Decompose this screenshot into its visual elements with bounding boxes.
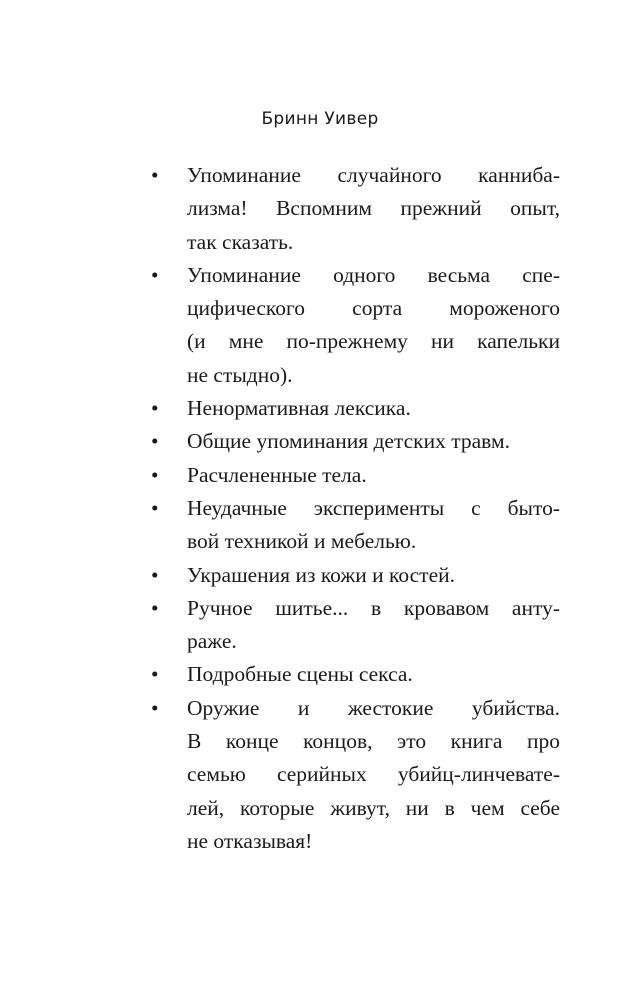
text-line: Упоминание случайного каннибa- <box>187 163 560 187</box>
text-line: Расчлененные тела. <box>187 462 367 487</box>
text-line: Оружие и жестокие убийства. <box>187 695 560 720</box>
text-line: Украшения из кожи и костей. <box>187 562 456 587</box>
list-item <box>150 658 560 691</box>
list-item <box>150 159 560 259</box>
list-item-text <box>187 392 560 425</box>
bullet-icon: • <box>151 662 159 687</box>
bullet-icon: • <box>151 462 159 487</box>
list-item-text <box>187 492 560 559</box>
list-item-text <box>187 459 560 492</box>
bullet-icon: • <box>151 695 159 720</box>
text-line: раже. <box>187 629 237 654</box>
text-line: семью серийных убийц-линчевате- <box>187 762 560 787</box>
text-line: Подробные сцены секса. <box>187 662 413 687</box>
text-line: вой техникой и мебелью. <box>187 529 417 554</box>
list-item <box>150 592 560 659</box>
list-item <box>150 259 560 392</box>
text-line: Неудачные эксперименты с быто- <box>187 495 560 520</box>
list-item <box>150 559 560 592</box>
text-line: (и мне по-прежнему ни капельки <box>187 329 560 354</box>
text-line: Ручное шитье... в кровавом анту- <box>187 595 560 620</box>
text-line: цифического сорта мороженого <box>187 296 560 321</box>
bullet-icon: • <box>151 595 159 620</box>
text-line: лей, которые живут, ни в чем себе <box>187 795 560 820</box>
list-item <box>150 492 560 559</box>
list-item-text <box>187 259 560 392</box>
list-item <box>150 392 560 425</box>
text-line: лизма! Вспомним прежний опыт, <box>187 196 560 221</box>
text-line: Ненормативная лексика. <box>187 396 411 421</box>
bullet-icon: • <box>151 163 159 187</box>
list-item-text <box>187 592 560 659</box>
bullet-icon: • <box>151 495 159 520</box>
running-header-author: Бринн Уивер <box>261 109 379 129</box>
bullet-icon: • <box>151 396 159 421</box>
text-line: не стыдно). <box>187 362 293 387</box>
text-line: так сказать. <box>187 229 294 254</box>
list-item-text <box>187 658 560 691</box>
list-item-text <box>187 692 560 858</box>
bullet-icon: • <box>151 262 159 287</box>
list-item-text <box>187 159 560 259</box>
bullet-icon: • <box>151 429 159 454</box>
list-item <box>150 425 560 458</box>
content-warning-list <box>150 159 560 858</box>
text-line: В конце концов, это книга про <box>187 729 560 754</box>
list-item <box>150 692 560 858</box>
text-line: не отказывая! <box>187 828 313 853</box>
text-line: Общие упоминания детских травм. <box>187 429 510 454</box>
list-item <box>150 459 560 492</box>
bullet-icon: • <box>151 562 159 587</box>
list-item-text <box>187 559 560 592</box>
list-item-text <box>187 425 560 458</box>
text-line: Упоминание одного весьма спе- <box>187 262 560 287</box>
